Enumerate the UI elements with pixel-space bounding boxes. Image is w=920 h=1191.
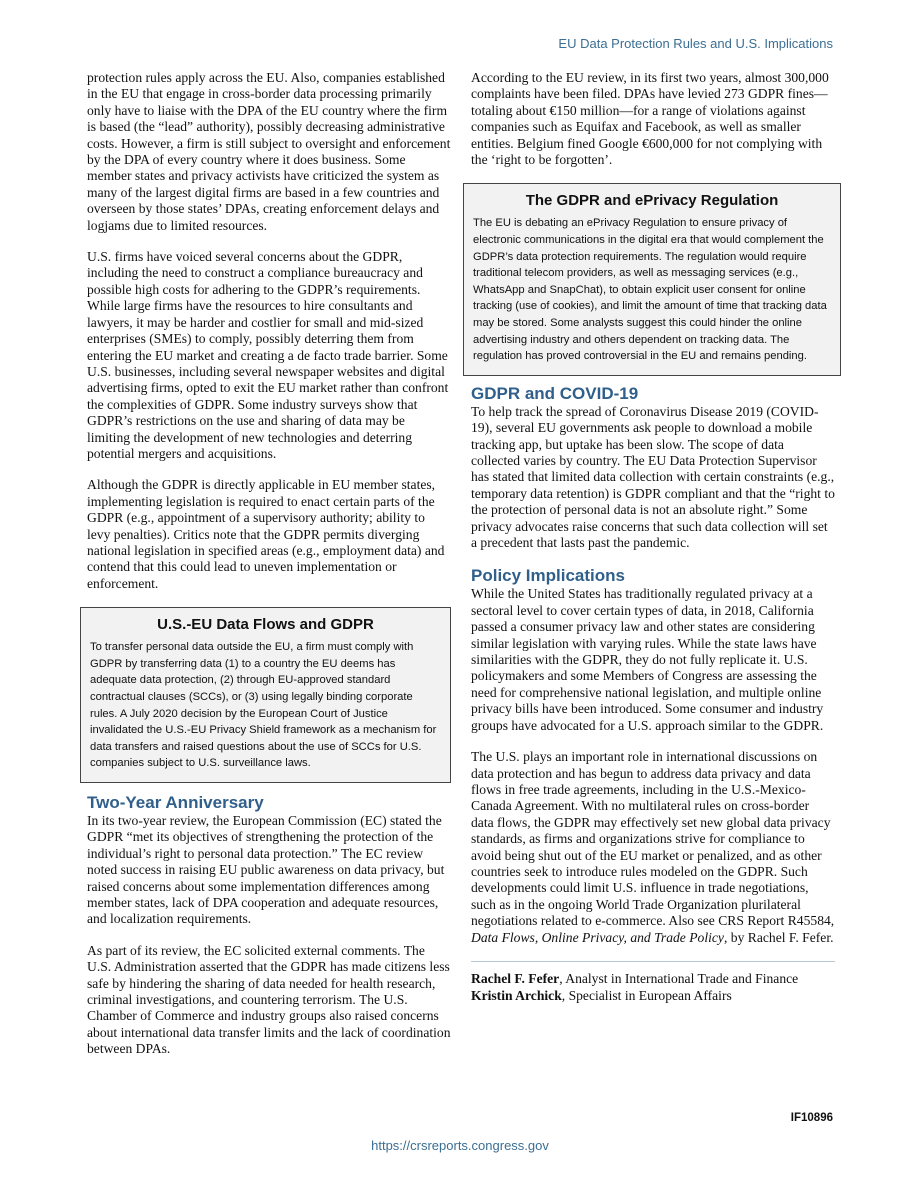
author-name: Rachel F. Fefer [471,970,560,986]
footer-url-link[interactable]: https://crsreports.congress.gov [371,1138,549,1153]
paragraph: According to the EU review, in its first two years, almost 300,000 complaints have been filed. DPAs have levied 273 GDPR fines—totaling about €150 million—for a range of violations against companies such as Equifax and Facebook, as well as smaller entities. Belgium fined Google €600,000 for not complying with the ‘right to be forgotten’. [471,70,829,168]
sidebar-box-eprivacy [463,183,841,375]
box-body: The EU is debating an ePrivacy Regulation to ensure privacy of electronic communications in the digital era that would complement the GDPR’s data protection requirements. The regulation would require traditional telecom providers, as well as messaging services (e.g., WhatsApp and SnapChat), to obtain explicit user consent for online tracking (use of cookies), and limit the amount of time that tracking data may be stored. Some analysts suggest this could hinder the online advertising industry and others dependent on tracking data. The regulation has proved controversial in the EU and remains pending. [473,217,827,363]
paragraph: While the United States has traditionally regulated privacy at a sectoral level to cover certain types of data, in 2018, California passed a consumer privacy law and other states are considering similar legislation with varying rules. While the state laws have similarities with the GDPR, they do not fully replicate it. U.S. policymakers and some Members of Congress are assessing the need for comprehensive national legislation, and multiple online privacy bills have been introduced. Some consumer and industry groups have advocated for a U.S. approach similar to the GDPR. [471,586,824,733]
paragraph: Although the GDPR is directly applicable in EU member states, implementing legislation is required to enact certain parts of the GDPR (e.g., appointment of a supervisory authority; ability to levy penalties). Critics note that the GDPR permits diverging national legislation in specified areas (e.g., employment data) and contend that this could lead to uneven implementation or enforcement. [87,477,445,591]
paragraph-text: , by Rachel F. Fefer. [723,929,834,945]
author-role: , Analyst in International Trade and Finance [559,970,799,986]
section-heading-anniversary: Two-Year Anniversary [87,792,264,812]
section-heading-covid: GDPR and COVID-19 [471,383,639,403]
paragraph [471,749,835,946]
sidebar-box-data-flows [80,607,451,783]
author-list [471,961,835,1005]
author-name: Kristin Archick [471,988,562,1004]
author-entry [471,987,835,1005]
author-role: , Specialist in European Affairs [561,988,732,1004]
paragraph: In its two-year review, the European Commission (EC) stated the GDPR “met its objectives of strengthening the protection of the individual’s right to personal data protection.” The EC review noted success in raising EU public awareness on data privacy, but raised concerns about some implementation differences among member states, lack of DPA cooperation and adequate resources, and localization requirements. [87,812,445,927]
running-header: EU Data Protection Rules and U.S. Implications [558,36,833,51]
left-column [87,70,451,1073]
paragraph: To help track the spread of Coronavirus Disease 2019 (COVID-19), several EU governments ask people to download a mobile tracking app, but uptake has been slow. The scope of data collected varies by country. The EU Data Protection Supervisor has stated that limited data collection with certain constraints (e.g., temporary data retention) is GDPR compliant and that the “right to the protection of personal data is not an absolute right.” Some privacy advocates raise concerns that such data collection will set a precedent that lasts past the pandemic. [471,403,835,551]
box-title: U.S.-EU Data Flows and GDPR [157,616,374,634]
paragraph: As part of its review, the EC solicited external comments. The U.S. Administration asserted that the GDPR has made citizens less safe by hindering the sharing of data needed for health research, criminal investigations, and countering terrorism. The U.S. Chamber of Commerce and industry groups also raised concerns about international data transfer limits and the lack of coordination between DPAs. [87,942,451,1057]
author-entry [471,970,835,988]
report-title-link[interactable]: Data Flows, Online Privacy, and Trade Policy [471,929,724,945]
paragraph-text: The U.S. plays an important role in international discussions on data protection and has begun to address data privacy and data flows in free trade agreements, including in the U.S.-Mexico-Canada Agreement. With no multilateral rules on cross-border data flows, the GDPR may effectively set new global data privacy standards, as firms and organizations strive for compliance to avoid being shut out of the EU market or penalized, and as other countries seek to introduce rules modeled on the GDPR. Such developments could limit U.S. influence in trade negotiations, such as in the ongoing World Trade Organization plurilateral negotiations related to e-commerce. Also see CRS Report R45584, [471,749,835,929]
paragraph: protection rules apply across the EU. Also, companies established in the EU that engage in cross-border data processing primarily only have to liaise with the DPA of the EU country where the firm is based (the “lead” authority), possibly decreasing administrative costs. However, a firm is still subject to oversight and enforcement by the DPA of every country where it does business. Some member states and privacy activists have criticized the system as many of the largest digital firms are based in a few countries and overseen by those states’ DPAs, creating enforcement delays and logjams due to limited resources. [87,70,451,233]
paragraph: U.S. firms have voiced several concerns about the GDPR, including the need to construct a compliance bureaucracy and possible high costs for adhering to the GDPR’s requirements. While large firms have the resources to hire consultants and lawyers, it may be harder and costlier for small and mid-sized enterprises (SMEs) to comply, possibly deterring them from entering the EU market and creating a de facto trade barrier. Some U.S. businesses, including several newspaper websites and digital advertising firms, opted to exit the EU market rather than confront the complexities of GDPR. Some industry surveys show that GDPR’s restrictions on the use and sharing of data may be limiting the development of new technologies and deterring potential mergers and acquisitions. [87,249,449,461]
box-body: To transfer personal data outside the EU, a firm must comply with GDPR by transferring data (1) to a country the EU deems has adequate data protection, (2) through EU-approved standard contractual clauses (SCCs), or (3) using legally binding corporate rules. A July 2020 decision by the European Court of Justice invalidated the U.S.-EU Privacy Shield framework as a mechanism for data transfers and raised questions about the use of SCCs for U.S. companies subject to U.S. surveillance laws. [90,641,437,770]
section-heading-policy: Policy Implications [471,566,625,586]
report-id: IF10896 [790,1112,833,1124]
box-title: The GDPR and ePrivacy Regulation [525,192,779,210]
right-column [471,70,835,1005]
